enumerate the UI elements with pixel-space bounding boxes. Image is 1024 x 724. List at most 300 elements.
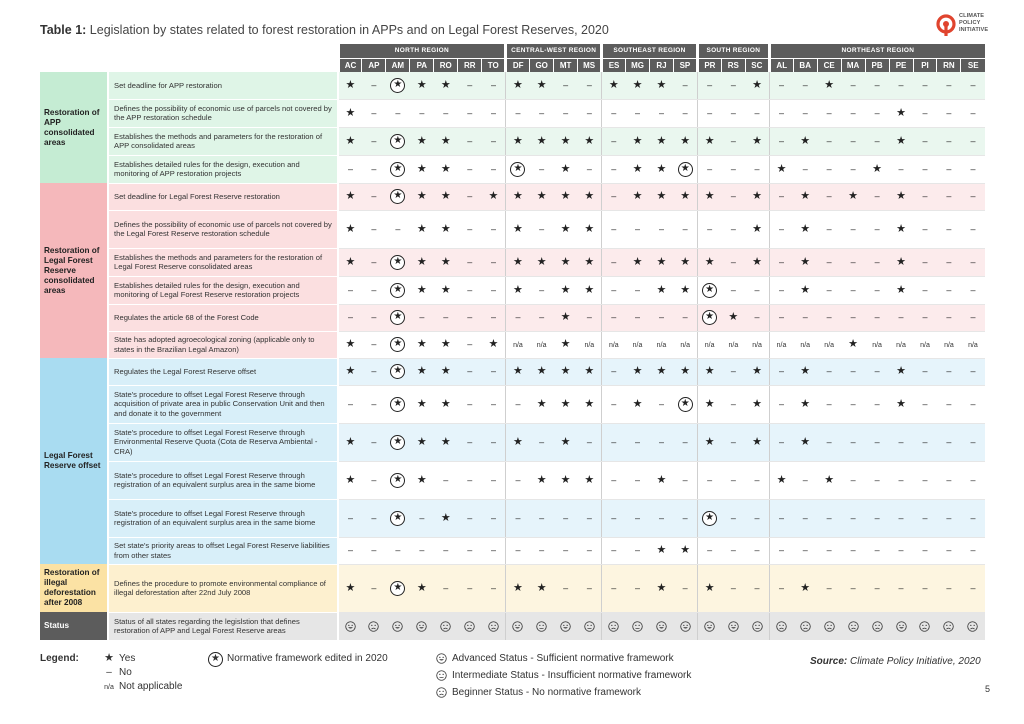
star-icon: ★	[560, 255, 571, 268]
cell-yes	[434, 331, 458, 358]
star-icon: ★	[416, 190, 427, 202]
star-icon: ★	[800, 397, 811, 410]
cell-yes	[554, 276, 578, 304]
cell-yes	[889, 99, 913, 127]
state-header-ms: MS	[578, 58, 602, 72]
table-row	[40, 304, 985, 331]
star-icon: ★	[513, 134, 523, 147]
star-icon: ★	[632, 78, 643, 91]
cell-no: –	[937, 276, 961, 304]
cell-yes	[865, 155, 889, 183]
cell-yes	[410, 461, 434, 499]
cell-no: –	[841, 72, 865, 99]
star-icon: ★	[536, 397, 547, 410]
cell-no: –	[745, 304, 769, 331]
cell-edited-2020	[386, 331, 410, 358]
circled-star-icon: ★	[390, 78, 405, 93]
cell-no: –	[961, 72, 985, 99]
star-icon: ★	[513, 365, 523, 377]
state-header-ce: CE	[817, 58, 841, 72]
table-row	[40, 210, 985, 248]
cell-no: –	[937, 537, 961, 564]
cell-no: –	[673, 72, 697, 99]
cell-edited-2020	[697, 499, 721, 537]
cell-status	[506, 612, 530, 640]
state-header-ap: AP	[362, 58, 386, 72]
star-icon: ★	[632, 190, 643, 202]
cell-no: –	[793, 155, 817, 183]
star-icon: ★	[704, 397, 715, 410]
cell-no: –	[769, 72, 793, 99]
state-header-ac: AC	[338, 58, 362, 72]
legend-yes	[102, 653, 135, 664]
cell-edited-2020	[386, 183, 410, 210]
cell-yes	[649, 537, 673, 564]
star-icon: ★	[632, 162, 643, 175]
cell-status	[434, 612, 458, 640]
cell-no: –	[937, 423, 961, 461]
cell-no: –	[482, 304, 506, 331]
circled-star-icon: ★	[390, 189, 405, 204]
cell-yes	[410, 127, 434, 155]
circled-star-icon: ★	[510, 162, 525, 177]
row-description: Defines the possibility of economic use of parcels not covered by the Legal Forest Reserve restoration schedule	[108, 210, 338, 248]
star-icon: ★	[656, 162, 667, 175]
neutral-face-icon	[436, 670, 447, 681]
star-icon: ★	[632, 397, 643, 410]
cell-yes	[745, 385, 769, 423]
star-icon: ★	[584, 365, 595, 377]
cell-no: –	[434, 564, 458, 612]
neutral-face-icon	[752, 621, 763, 632]
legend-no-text: No	[119, 667, 132, 678]
cell-yes	[506, 564, 530, 612]
cell-no: –	[578, 99, 602, 127]
cell-no: –	[745, 99, 769, 127]
cell-no: –	[506, 461, 530, 499]
cell-yes	[626, 155, 650, 183]
cell-not-applicable: n/a	[913, 331, 937, 358]
state-header-se: SE	[961, 58, 985, 72]
cell-yes	[649, 564, 673, 612]
cell-edited-2020	[386, 155, 410, 183]
legend-advanced	[436, 653, 674, 664]
cell-yes	[554, 304, 578, 331]
legend-na	[102, 681, 182, 692]
star-icon: ★	[872, 162, 882, 175]
cell-no: –	[889, 499, 913, 537]
cell-yes	[554, 155, 578, 183]
sad-face-icon	[608, 621, 619, 632]
cell-no: –	[410, 99, 434, 127]
cell-no: –	[362, 358, 386, 385]
cell-yes	[410, 564, 434, 612]
cell-no: –	[697, 155, 721, 183]
star-icon: ★	[488, 338, 499, 350]
cell-yes	[530, 72, 554, 99]
cell-edited-2020	[386, 248, 410, 276]
star-icon: ★	[536, 134, 547, 147]
star-icon: ★	[560, 311, 571, 323]
cell-no: –	[506, 537, 530, 564]
cell-not-applicable: n/a	[578, 331, 602, 358]
region-header: SOUTH REGION	[697, 44, 769, 58]
cell-no: –	[721, 155, 745, 183]
star-icon: ★	[656, 78, 667, 91]
cell-yes	[889, 127, 913, 155]
star-icon: ★	[416, 283, 427, 296]
cell-no: –	[602, 499, 626, 537]
cell-no: –	[889, 537, 913, 564]
cell-yes	[745, 248, 769, 276]
star-icon: ★	[848, 190, 859, 202]
cell-yes	[530, 248, 554, 276]
cell-status	[793, 612, 817, 640]
cell-yes	[793, 183, 817, 210]
cell-yes	[578, 183, 602, 210]
star-icon: ★	[345, 581, 356, 594]
state-header-ba: BA	[793, 58, 817, 72]
cell-yes	[793, 248, 817, 276]
cell-no: –	[578, 304, 602, 331]
cell-yes	[793, 423, 817, 461]
cell-no: –	[817, 155, 841, 183]
cell-no: –	[961, 537, 985, 564]
cell-no: –	[530, 537, 554, 564]
cell-yes	[506, 210, 530, 248]
star-icon: ★	[440, 435, 451, 448]
cell-no: –	[482, 276, 506, 304]
cell-no: –	[626, 423, 650, 461]
legend-intermediate	[436, 670, 691, 681]
cell-not-applicable: n/a	[602, 331, 626, 358]
cell-no: –	[458, 499, 482, 537]
neutral-face-icon	[536, 621, 547, 632]
happy-face-icon	[728, 621, 739, 632]
cell-edited-2020	[386, 276, 410, 304]
cell-no: –	[913, 276, 937, 304]
cell-no: –	[362, 99, 386, 127]
cell-no: –	[602, 248, 626, 276]
cell-not-applicable: n/a	[626, 331, 650, 358]
star-icon: ★	[800, 365, 811, 377]
star-icon: ★	[656, 544, 667, 556]
cell-no: –	[602, 423, 626, 461]
star-icon: ★	[513, 435, 523, 448]
star-icon: ★	[800, 134, 811, 147]
cell-no: –	[865, 127, 889, 155]
cell-no: –	[817, 99, 841, 127]
cell-yes	[649, 127, 673, 155]
cell-yes	[793, 385, 817, 423]
cell-yes	[626, 385, 650, 423]
cell-status	[841, 612, 865, 640]
row-description: State has adopted agroecological zoning (applicable only to states in the Brazilian Legal Amazon)	[108, 331, 338, 358]
cell-yes	[410, 210, 434, 248]
cell-yes	[578, 127, 602, 155]
cell-no: –	[721, 358, 745, 385]
cell-not-applicable: n/a	[961, 331, 985, 358]
cell-no: –	[697, 210, 721, 248]
cell-yes	[626, 72, 650, 99]
state-header-df: DF	[506, 58, 530, 72]
cell-no: –	[649, 210, 673, 248]
star-icon: ★	[416, 397, 427, 410]
star-icon: ★	[440, 283, 451, 296]
cell-yes	[434, 499, 458, 537]
cell-yes	[410, 248, 434, 276]
circled-star-icon: ★	[390, 364, 405, 379]
happy-face-icon	[392, 621, 403, 632]
cell-yes	[769, 155, 793, 183]
cell-no: –	[482, 127, 506, 155]
cell-no: –	[769, 423, 793, 461]
row-description: Regulates the article 68 of the Forest Code	[108, 304, 338, 331]
cell-no: –	[913, 461, 937, 499]
region-header: NORTHEAST REGION	[769, 44, 985, 58]
sad-face-icon	[440, 621, 451, 632]
cell-yes	[410, 155, 434, 183]
cell-no: –	[961, 358, 985, 385]
state-header-rj: RJ	[649, 58, 673, 72]
star-icon: ★	[440, 222, 451, 235]
cell-status	[410, 612, 434, 640]
cell-status	[745, 612, 769, 640]
cell-no: –	[434, 461, 458, 499]
cell-no: –	[338, 155, 362, 183]
circled-star-icon: ★	[390, 162, 405, 177]
cell-yes	[626, 358, 650, 385]
cell-no: –	[458, 331, 482, 358]
row-description: Establishes detailed rules for the design, execution and monitoring of APP restoration projects	[108, 155, 338, 183]
cell-no: –	[602, 537, 626, 564]
circled-star-icon: ★	[702, 310, 717, 325]
legend-yes-text: Yes	[119, 653, 136, 664]
cell-yes	[673, 183, 697, 210]
happy-face-icon	[560, 621, 571, 632]
cell-no: –	[482, 423, 506, 461]
cell-no: –	[817, 183, 841, 210]
cell-yes	[434, 155, 458, 183]
cell-yes	[673, 248, 697, 276]
star-icon: ★	[704, 435, 715, 448]
cell-yes	[434, 358, 458, 385]
table-row	[40, 155, 985, 183]
star-icon: ★	[416, 365, 427, 377]
cell-no: –	[817, 499, 841, 537]
cell-no: –	[697, 99, 721, 127]
cell-no: –	[721, 461, 745, 499]
cell-yes	[338, 461, 362, 499]
star-icon: ★	[513, 255, 523, 268]
sad-face-icon	[488, 621, 499, 632]
cell-no: –	[817, 127, 841, 155]
cell-no: –	[626, 304, 650, 331]
cell-yes	[530, 127, 554, 155]
cell-edited-2020	[386, 304, 410, 331]
cell-no: –	[482, 385, 506, 423]
cell-not-applicable: n/a	[817, 331, 841, 358]
star-icon: ★	[440, 134, 451, 147]
cell-no: –	[673, 210, 697, 248]
cell-no: –	[602, 183, 626, 210]
cell-yes	[793, 210, 817, 248]
cell-no: –	[793, 99, 817, 127]
star-icon: ★	[896, 255, 906, 268]
cell-no: –	[458, 423, 482, 461]
cell-no: –	[458, 358, 482, 385]
star-icon: ★	[584, 283, 595, 296]
cell-no: –	[721, 537, 745, 564]
star-icon: ★	[104, 652, 114, 664]
star-icon: ★	[752, 365, 762, 377]
cell-no: –	[889, 423, 913, 461]
cell-no: –	[530, 276, 554, 304]
cell-yes	[889, 248, 913, 276]
star-icon: ★	[752, 190, 762, 202]
cell-yes	[745, 127, 769, 155]
circled-star-icon: ★	[390, 310, 405, 325]
cell-edited-2020	[697, 304, 721, 331]
category-label: Restoration of Legal Forest Reserve consolidated areas	[40, 183, 108, 358]
star-icon: ★	[632, 365, 643, 377]
cell-yes	[338, 331, 362, 358]
table-title	[40, 23, 609, 37]
legend	[40, 651, 990, 711]
cell-no: –	[482, 99, 506, 127]
cell-no: –	[721, 248, 745, 276]
cell-no: –	[506, 385, 530, 423]
cell-no: –	[458, 385, 482, 423]
cell-no: –	[961, 276, 985, 304]
circled-star-icon: ★	[702, 283, 717, 298]
cell-no: –	[458, 461, 482, 499]
cell-no: –	[769, 499, 793, 537]
cell-no: –	[338, 276, 362, 304]
cell-no: –	[841, 99, 865, 127]
state-header-al: AL	[769, 58, 793, 72]
cell-no: –	[338, 499, 362, 537]
row-description: State's procedure to offset Legal Forest Reserve through registration of an equivalent surplus area in the same biome	[108, 461, 338, 499]
cell-no: –	[362, 537, 386, 564]
cell-no: –	[626, 499, 650, 537]
cell-no: –	[434, 537, 458, 564]
star-icon: ★	[513, 283, 523, 296]
happy-face-icon	[680, 621, 691, 632]
star-icon: ★	[440, 162, 451, 175]
cell-yes	[530, 358, 554, 385]
cell-no: –	[913, 423, 937, 461]
cell-no: –	[793, 499, 817, 537]
cell-yes	[673, 537, 697, 564]
cell-yes	[673, 276, 697, 304]
circled-star-icon: ★	[390, 435, 405, 450]
cell-no: –	[602, 304, 626, 331]
cell-no: –	[578, 72, 602, 99]
circled-star-icon: ★	[390, 473, 405, 488]
cell-status	[530, 612, 554, 640]
star-icon: ★	[440, 255, 451, 268]
cell-status	[338, 612, 362, 640]
star-icon: ★	[752, 134, 762, 147]
legend-edited-text: Normative framework edited in 2020	[227, 653, 388, 664]
cell-yes	[578, 358, 602, 385]
cell-no: –	[506, 304, 530, 331]
star-icon: ★	[824, 78, 835, 91]
cell-no: –	[362, 155, 386, 183]
cell-no: –	[458, 304, 482, 331]
cell-yes	[554, 358, 578, 385]
sad-face-icon	[776, 621, 787, 632]
sad-face-icon	[368, 621, 379, 632]
cell-status	[889, 612, 913, 640]
cell-yes	[649, 183, 673, 210]
star-icon: ★	[416, 473, 427, 486]
cell-no: –	[841, 127, 865, 155]
cell-no: –	[482, 461, 506, 499]
star-icon: ★	[704, 255, 715, 268]
cell-no: –	[482, 537, 506, 564]
table-row	[40, 385, 985, 423]
cell-yes	[482, 183, 506, 210]
star-icon: ★	[345, 365, 356, 377]
star-icon: ★	[800, 283, 811, 296]
cell-yes	[410, 331, 434, 358]
cell-yes	[889, 183, 913, 210]
cell-not-applicable: n/a	[769, 331, 793, 358]
legend-intermediate-text: Intermediate Status - Insufficient normative framework	[452, 670, 692, 682]
na-symbol: n/a	[104, 684, 114, 691]
cell-status	[697, 612, 721, 640]
star-icon: ★	[536, 473, 547, 486]
cell-yes	[434, 385, 458, 423]
cell-yes	[889, 358, 913, 385]
happy-face-icon	[656, 621, 667, 632]
star-icon: ★	[513, 581, 523, 594]
cell-yes	[410, 72, 434, 99]
cell-yes	[745, 72, 769, 99]
cell-no: –	[410, 537, 434, 564]
table-row	[40, 99, 985, 127]
cell-no: –	[937, 304, 961, 331]
cell-yes	[554, 248, 578, 276]
row-description: Set deadline for Legal Forest Reserve restoration	[108, 183, 338, 210]
star-icon: ★	[536, 255, 547, 268]
state-header-row	[40, 58, 985, 72]
cell-yes	[530, 564, 554, 612]
circled-star-icon: ★	[390, 511, 405, 526]
cell-no: –	[458, 155, 482, 183]
circled-star-icon: ★	[702, 511, 717, 526]
cell-no: –	[673, 499, 697, 537]
star-icon: ★	[584, 473, 595, 486]
source-text: Climate Policy Initiative, 2020	[847, 656, 981, 667]
region-header-row	[40, 44, 985, 58]
cell-not-applicable: n/a	[673, 331, 697, 358]
cell-no: –	[793, 304, 817, 331]
cell-yes	[578, 210, 602, 248]
cell-no: –	[721, 385, 745, 423]
cell-yes	[697, 248, 721, 276]
cell-no: –	[961, 499, 985, 537]
cell-yes	[745, 183, 769, 210]
cell-no: –	[913, 127, 937, 155]
star-icon: ★	[896, 106, 906, 119]
cell-no: –	[578, 499, 602, 537]
star-icon: ★	[584, 222, 595, 235]
cell-no: –	[626, 461, 650, 499]
star-icon: ★	[800, 435, 811, 448]
